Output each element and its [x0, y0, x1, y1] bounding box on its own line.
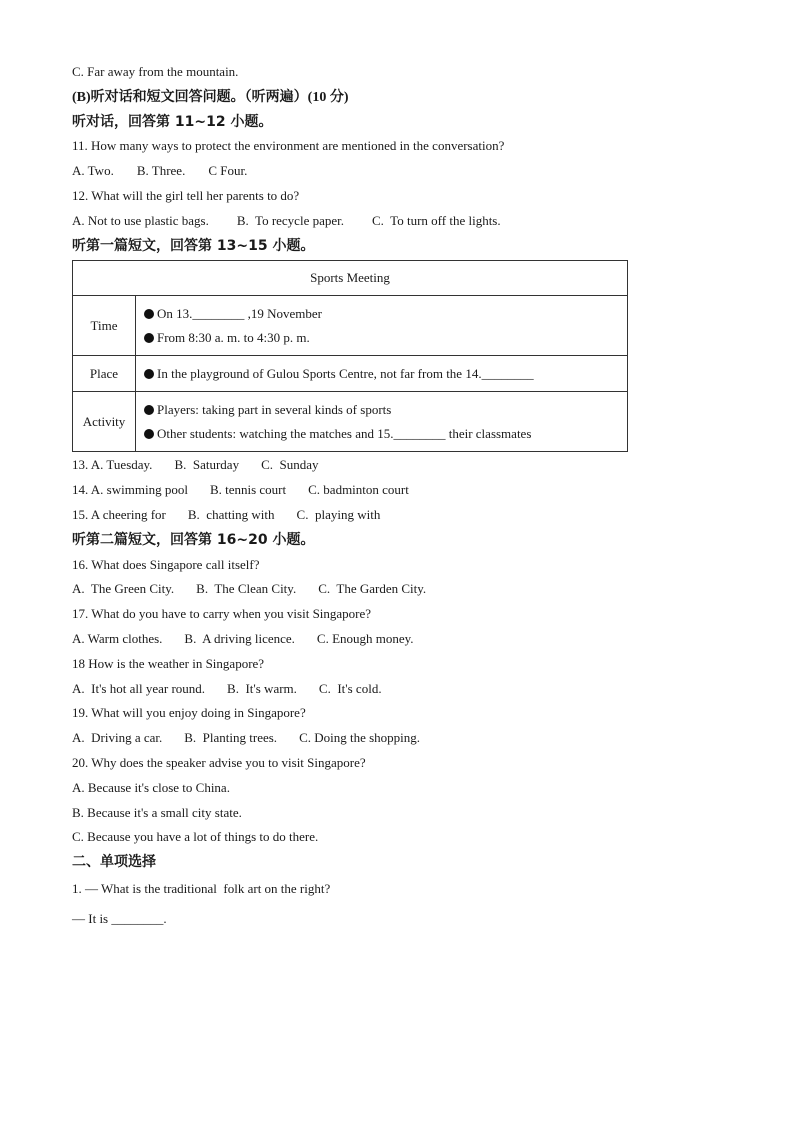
q17-option-a: A. Warm clothes. — [72, 630, 163, 646]
q17-option-c: C. Enough money. — [316, 630, 414, 646]
question-11-options — [72, 159, 732, 184]
sports-meeting-table — [72, 260, 628, 452]
q12-option-c: C. To turn off the lights. — [372, 212, 501, 228]
question-12-options — [72, 209, 732, 234]
question-16: 16. What does Singapore call itself? — [72, 556, 260, 572]
q18-option-b: B. It's warm. — [227, 680, 297, 696]
place-line-text: In the playground of Gulou Sports Centre, not far from the 14.________ — [157, 365, 534, 381]
question-19: 19. What will you enjoy doing in Singapore? — [72, 705, 306, 721]
q14-option-a: 14. A. swimming pool — [72, 482, 188, 498]
time-line-2-text: From 8:30 a. m. to 4:30 p. m. — [157, 329, 310, 345]
question-20: 20. Why does the speaker advise you to visit Singapore? — [72, 754, 366, 770]
q20-option-b: B. Because it's a small city state. — [72, 804, 242, 820]
activity-line-2-text: Other students: watching the matches and 15.________ their classmates — [157, 425, 532, 441]
question-13-options — [72, 453, 732, 478]
q20-option-a: A. Because it's close to China. — [72, 779, 230, 795]
subheading-passage-1: 听第一篇短文，回答第 13~15 小题。 — [72, 237, 315, 254]
document-page — [72, 60, 732, 932]
bullet-dot-icon — [144, 405, 154, 415]
q12-option-a: A. Not to use plastic bags. — [72, 212, 209, 228]
question-18-options — [72, 677, 732, 702]
bullet-dot-icon — [144, 309, 154, 319]
section-b-letter: (B) — [72, 89, 91, 105]
q18-option-c: C. It's cold. — [318, 680, 382, 696]
activity-line-1-text: Players: taking part in several kinds of sports — [157, 401, 392, 417]
q11-option-b: B. Three. — [136, 163, 186, 179]
q16-option-a: A. The Green City. — [72, 581, 175, 597]
q19-option-a: A. Driving a car. — [72, 730, 163, 746]
q16-option-c: C. The Garden City. — [318, 581, 427, 597]
section-2-title: 二、单项选择 — [72, 854, 156, 871]
section-b-score: (10 分) — [307, 89, 349, 105]
q14-option-b: B. tennis court — [209, 482, 287, 498]
section-b-title — [72, 85, 732, 110]
activity-line-1 — [144, 398, 619, 422]
q19-option-c: C. Doing the shopping. — [299, 730, 421, 746]
question-16-options — [72, 577, 732, 602]
q13-option-b: B. Saturday — [174, 457, 240, 473]
subheading-passage-2: 听第二篇短文，回答第 16~20 小题。 — [72, 531, 315, 548]
activity-label: Activity — [73, 392, 136, 452]
mc-question-1: 1. — What is the traditional folk art on the right? — [72, 880, 331, 896]
q16-option-b: B. The Clean City. — [196, 581, 297, 597]
activity-cell — [136, 392, 628, 452]
q15-option-c: C. playing with — [296, 506, 381, 522]
mc-answer-1: — It is ________. — [72, 910, 167, 926]
subheading-dialogue: 听对话，回答第 11~12 小题。 — [72, 113, 273, 130]
q15-option-a: 15. A cheering for — [72, 506, 166, 522]
q10-option-c: C. Far away from the mountain. — [72, 64, 239, 79]
q11-option-c: C Four. — [208, 163, 248, 179]
question-18: 18 How is the weather in Singapore? — [72, 655, 265, 671]
q20-option-c: C. Because you have a lot of things to do there. — [72, 829, 319, 845]
q13-option-c: C. Sunday — [261, 457, 319, 473]
q17-option-b: B. A driving licence. — [184, 630, 295, 646]
question-17-options — [72, 627, 732, 652]
time-cell — [136, 296, 628, 356]
q14-option-c: C. badminton court — [308, 482, 409, 498]
question-15-options — [72, 503, 732, 528]
place-line — [144, 362, 619, 386]
q18-option-a: A. It's hot all year round. — [72, 680, 206, 696]
bullet-dot-icon — [144, 429, 154, 439]
question-19-options — [72, 726, 732, 751]
q13-option-a: 13. A. Tuesday. — [72, 457, 153, 473]
section-b-instruction: 听对话和短文回答问题。（听两遍） — [90, 88, 308, 105]
question-17: 17. What do you have to carry when you visit Singapore? — [72, 606, 372, 622]
bullet-dot-icon — [144, 333, 154, 343]
place-cell — [136, 356, 628, 392]
time-line-1-text: On 13.________ ,19 November — [157, 305, 323, 321]
time-line-1 — [144, 302, 619, 326]
question-12: 12. What will the girl tell her parents to do? — [72, 187, 300, 203]
place-label: Place — [73, 356, 136, 392]
q12-option-b: B. To recycle paper. — [236, 212, 344, 228]
activity-line-2 — [144, 422, 619, 446]
q15-option-b: B. chatting with — [187, 506, 275, 522]
q19-option-b: B. Planting trees. — [184, 730, 278, 746]
q11-option-a: A. Two. — [72, 163, 114, 179]
question-11: 11. How many ways to protect the environment are mentioned in the conversation? — [72, 138, 505, 154]
time-label: Time — [73, 296, 136, 356]
table-caption: Sports Meeting — [73, 261, 628, 296]
question-14-options — [72, 478, 732, 503]
bullet-dot-icon — [144, 369, 154, 379]
time-line-2 — [144, 326, 619, 350]
